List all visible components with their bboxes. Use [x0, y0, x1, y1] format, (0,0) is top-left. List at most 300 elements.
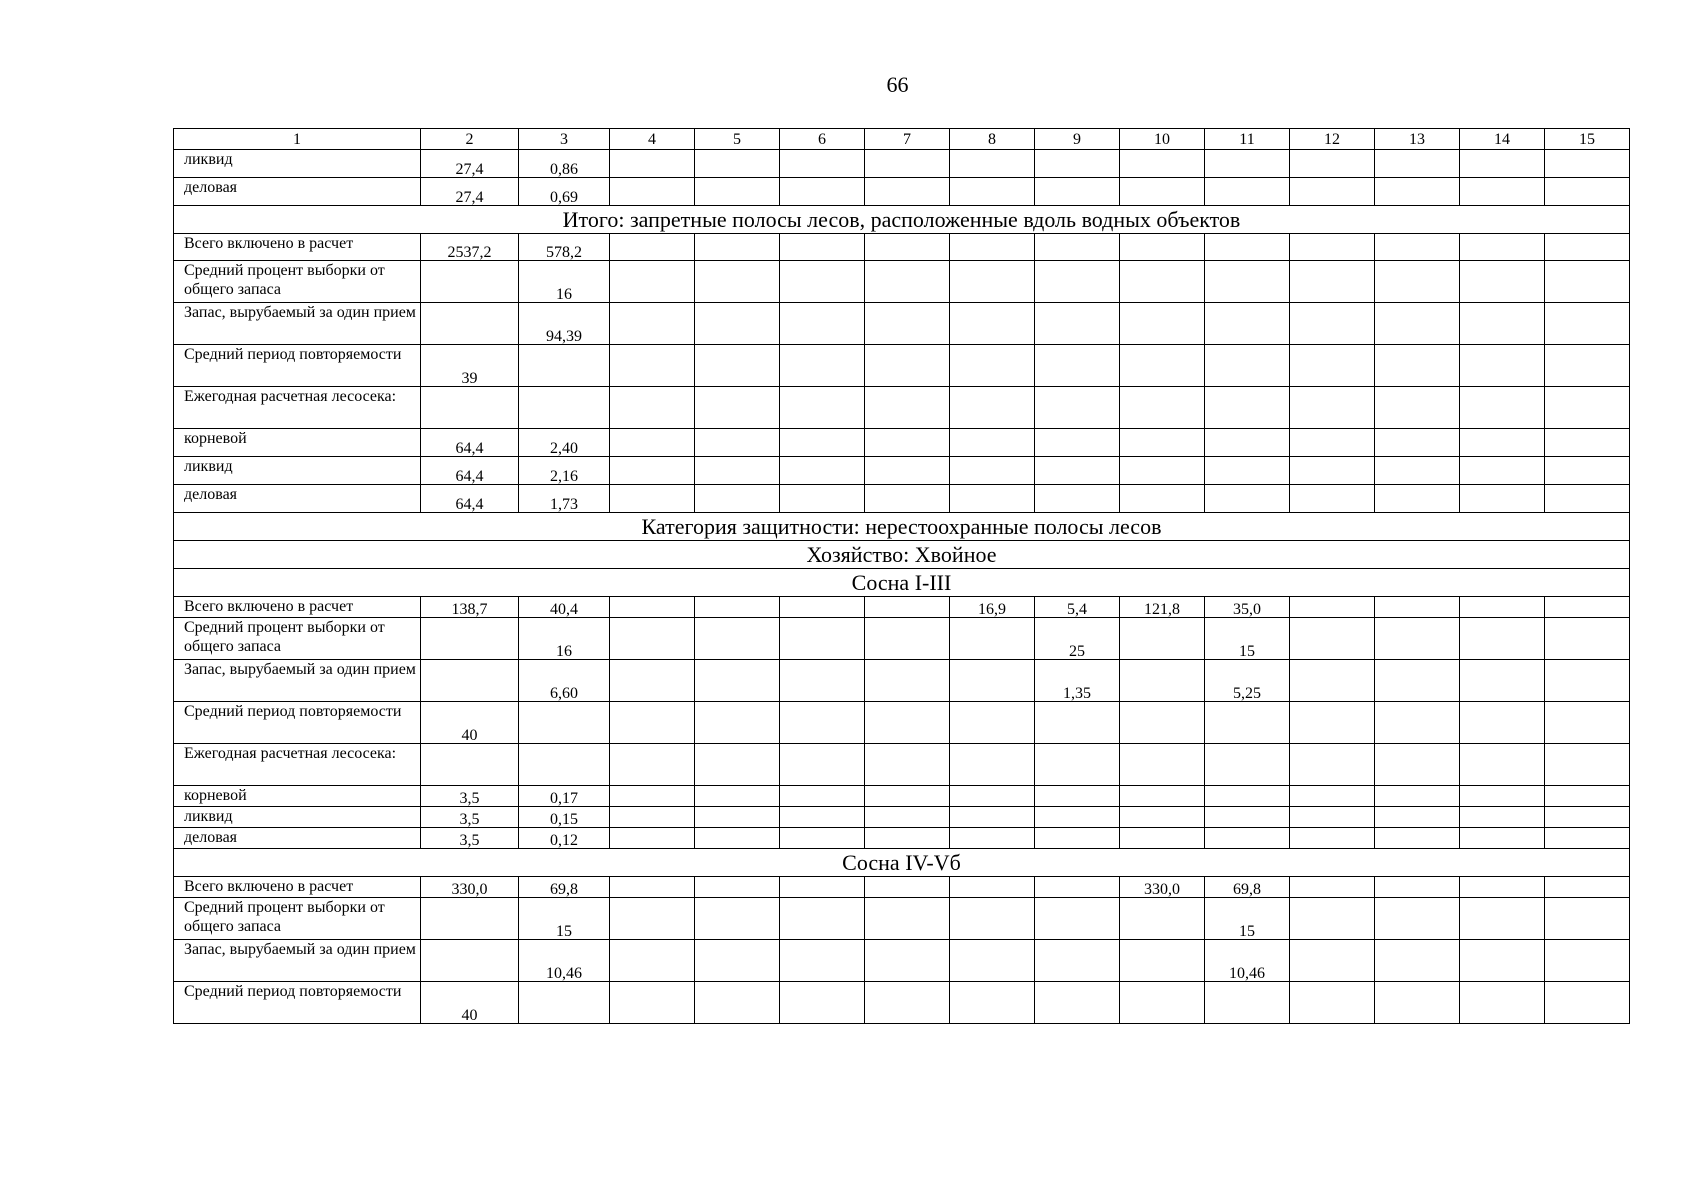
cell-col-2 — [421, 744, 519, 786]
cell-col-6 — [780, 877, 865, 898]
cell-col-8 — [950, 150, 1035, 178]
cell-col-12 — [1290, 807, 1375, 828]
table-row — [174, 982, 1630, 1024]
cell-col-5 — [695, 940, 780, 982]
cell-col-3 — [519, 786, 610, 807]
cell-col-13 — [1375, 178, 1460, 206]
row-label: Ежегодная расчетная лесосека: — [174, 387, 421, 429]
cell-col-8 — [950, 877, 1035, 898]
cell-col-11 — [1205, 828, 1290, 849]
cell-value: 64,4 — [455, 440, 484, 457]
column-header-13: 13 — [1375, 129, 1460, 150]
table-row — [174, 618, 1630, 660]
cell-col-14 — [1460, 429, 1545, 457]
cell-col-4 — [610, 660, 695, 702]
cell-col-10 — [1120, 807, 1205, 828]
cell-col-15 — [1545, 618, 1630, 660]
cell-col-13 — [1375, 702, 1460, 744]
cell-value: 39 — [461, 370, 478, 387]
cell-value: 69,8 — [1233, 881, 1261, 898]
cell-col-10 — [1120, 786, 1205, 807]
cell-col-10 — [1120, 150, 1205, 178]
column-header-14: 14 — [1460, 129, 1545, 150]
cell-col-5 — [695, 178, 780, 206]
cell-col-15 — [1545, 387, 1630, 429]
cell-col-13 — [1375, 345, 1460, 387]
cell-col-13 — [1375, 660, 1460, 702]
row-label: Средний процент выборки от общего запаса — [174, 618, 421, 660]
cell-col-7 — [865, 660, 950, 702]
cell-col-7 — [865, 150, 950, 178]
cell-col-14 — [1460, 828, 1545, 849]
cell-col-4 — [610, 982, 695, 1024]
cell-col-4 — [610, 234, 695, 261]
cell-col-7 — [865, 597, 950, 618]
cell-col-14 — [1460, 303, 1545, 345]
cell-col-10 — [1120, 597, 1205, 618]
cell-value: 3,5 — [459, 832, 480, 849]
cell-col-15 — [1545, 261, 1630, 303]
cell-col-11 — [1205, 597, 1290, 618]
cell-col-10 — [1120, 982, 1205, 1024]
cell-col-5 — [695, 877, 780, 898]
cell-col-7 — [865, 702, 950, 744]
cell-col-4 — [610, 345, 695, 387]
cell-col-5 — [695, 597, 780, 618]
cell-col-11 — [1205, 457, 1290, 485]
cell-col-8 — [950, 940, 1035, 982]
cell-col-11 — [1205, 261, 1290, 303]
cell-col-13 — [1375, 877, 1460, 898]
cell-value: 64,4 — [455, 468, 484, 485]
cell-col-10 — [1120, 940, 1205, 982]
cell-col-5 — [695, 303, 780, 345]
cell-col-9 — [1035, 345, 1120, 387]
cell-col-2 — [421, 234, 519, 261]
cell-col-5 — [695, 744, 780, 786]
cell-col-13 — [1375, 429, 1460, 457]
cell-col-12 — [1290, 877, 1375, 898]
row-label: ликвид — [174, 457, 421, 485]
cell-col-11 — [1205, 234, 1290, 261]
cell-col-8 — [950, 345, 1035, 387]
table-row — [174, 828, 1630, 849]
cell-col-11 — [1205, 387, 1290, 429]
cell-col-15 — [1545, 429, 1630, 457]
cell-col-12 — [1290, 178, 1375, 206]
cell-col-9 — [1035, 150, 1120, 178]
cell-col-4 — [610, 828, 695, 849]
row-label: ликвид — [174, 150, 421, 178]
cell-col-6 — [780, 660, 865, 702]
cell-value: 2537,2 — [447, 244, 492, 261]
cell-col-15 — [1545, 786, 1630, 807]
cell-value: 0,69 — [550, 189, 578, 206]
cell-col-7 — [865, 618, 950, 660]
cell-value: 40 — [461, 727, 478, 744]
cell-col-14 — [1460, 940, 1545, 982]
table-row — [174, 702, 1630, 744]
cell-col-10 — [1120, 457, 1205, 485]
cell-col-11 — [1205, 485, 1290, 513]
table-row — [174, 261, 1630, 303]
cell-value: 6,60 — [550, 685, 578, 702]
cell-col-3 — [519, 303, 610, 345]
column-header-15: 15 — [1545, 129, 1630, 150]
cell-col-14 — [1460, 178, 1545, 206]
cell-col-9 — [1035, 660, 1120, 702]
cell-value: 0,15 — [550, 811, 578, 828]
cell-col-3 — [519, 618, 610, 660]
cell-col-14 — [1460, 345, 1545, 387]
section-title: Сосна IV-Vб — [174, 849, 1630, 877]
cell-col-6 — [780, 387, 865, 429]
cell-col-8 — [950, 234, 1035, 261]
cell-value: 16,9 — [978, 601, 1006, 618]
cell-col-6 — [780, 898, 865, 940]
cell-col-4 — [610, 387, 695, 429]
cell-col-2 — [421, 429, 519, 457]
cell-col-9 — [1035, 877, 1120, 898]
cell-col-12 — [1290, 485, 1375, 513]
table-row — [174, 345, 1630, 387]
column-header-10: 10 — [1120, 129, 1205, 150]
section-header-row — [174, 206, 1630, 234]
cell-col-15 — [1545, 234, 1630, 261]
cell-col-11 — [1205, 618, 1290, 660]
cell-col-4 — [610, 457, 695, 485]
cell-col-14 — [1460, 702, 1545, 744]
cell-col-7 — [865, 429, 950, 457]
column-number-header — [174, 129, 1630, 150]
cell-col-5 — [695, 618, 780, 660]
column-header-9: 9 — [1035, 129, 1120, 150]
page-number: 66 — [886, 72, 909, 97]
cell-col-3 — [519, 898, 610, 940]
column-header-3: 3 — [519, 129, 610, 150]
cell-col-6 — [780, 457, 865, 485]
cell-col-6 — [780, 702, 865, 744]
cell-value: 578,2 — [546, 244, 582, 261]
table-row — [174, 387, 1630, 429]
cell-col-3 — [519, 345, 610, 387]
cell-col-15 — [1545, 940, 1630, 982]
cell-col-4 — [610, 429, 695, 457]
cell-col-8 — [950, 303, 1035, 345]
cell-col-13 — [1375, 261, 1460, 303]
cell-value: 69,8 — [550, 881, 578, 898]
cell-col-5 — [695, 898, 780, 940]
section-header-row — [174, 513, 1630, 541]
cell-value: 0,17 — [550, 790, 578, 807]
cell-col-11 — [1205, 303, 1290, 345]
cell-col-11 — [1205, 702, 1290, 744]
cell-col-2 — [421, 178, 519, 206]
table-row — [174, 786, 1630, 807]
cell-col-4 — [610, 940, 695, 982]
cell-col-4 — [610, 150, 695, 178]
cell-col-12 — [1290, 150, 1375, 178]
cell-col-7 — [865, 485, 950, 513]
cell-col-3 — [519, 234, 610, 261]
cell-col-11 — [1205, 150, 1290, 178]
cell-col-12 — [1290, 234, 1375, 261]
cell-col-14 — [1460, 234, 1545, 261]
cell-value: 94,39 — [546, 328, 582, 345]
cell-col-3 — [519, 387, 610, 429]
cell-col-10 — [1120, 429, 1205, 457]
cell-col-8 — [950, 429, 1035, 457]
cell-col-2 — [421, 982, 519, 1024]
row-label: Запас, вырубаемый за один прием — [174, 303, 421, 345]
section-header-row — [174, 849, 1630, 877]
cell-col-13 — [1375, 303, 1460, 345]
cell-col-3 — [519, 702, 610, 744]
cell-col-9 — [1035, 178, 1120, 206]
table-row — [174, 234, 1630, 261]
cell-col-2 — [421, 786, 519, 807]
cell-value: 16 — [556, 643, 572, 660]
row-label: Запас, вырубаемый за один прием — [174, 940, 421, 982]
cell-value: 25 — [1069, 643, 1085, 660]
row-label: Средний период повторяемости — [174, 982, 421, 1024]
cell-value: 27,4 — [455, 161, 484, 178]
cell-col-11 — [1205, 982, 1290, 1024]
cell-col-5 — [695, 702, 780, 744]
cell-col-12 — [1290, 744, 1375, 786]
cell-col-5 — [695, 485, 780, 513]
cell-col-9 — [1035, 261, 1120, 303]
cell-col-6 — [780, 807, 865, 828]
cell-col-13 — [1375, 807, 1460, 828]
cell-col-8 — [950, 261, 1035, 303]
table-row — [174, 178, 1630, 206]
cell-value: 1,35 — [1063, 685, 1091, 702]
cell-value: 5,4 — [1067, 601, 1087, 618]
cell-col-5 — [695, 660, 780, 702]
cell-col-6 — [780, 234, 865, 261]
cell-col-13 — [1375, 898, 1460, 940]
section-header-row — [174, 569, 1630, 597]
table-row — [174, 807, 1630, 828]
cell-col-10 — [1120, 702, 1205, 744]
cell-col-11 — [1205, 660, 1290, 702]
cell-col-6 — [780, 261, 865, 303]
table-row — [174, 877, 1630, 898]
section-title: Сосна I-III — [174, 569, 1630, 597]
cell-col-12 — [1290, 786, 1375, 807]
cell-col-7 — [865, 940, 950, 982]
cell-col-8 — [950, 660, 1035, 702]
cell-col-14 — [1460, 898, 1545, 940]
cell-col-4 — [610, 261, 695, 303]
cell-col-14 — [1460, 261, 1545, 303]
cell-col-4 — [610, 898, 695, 940]
column-header-4: 4 — [610, 129, 695, 150]
cell-col-8 — [950, 898, 1035, 940]
cell-col-4 — [610, 702, 695, 744]
cell-col-12 — [1290, 898, 1375, 940]
cell-col-3 — [519, 660, 610, 702]
cell-col-7 — [865, 828, 950, 849]
cell-col-9 — [1035, 744, 1120, 786]
cell-col-6 — [780, 597, 865, 618]
cell-value: 40,4 — [550, 601, 578, 618]
cell-col-3 — [519, 429, 610, 457]
cell-col-6 — [780, 982, 865, 1024]
cell-col-4 — [610, 178, 695, 206]
cell-col-12 — [1290, 828, 1375, 849]
cell-value: 64,4 — [455, 496, 484, 513]
cell-col-9 — [1035, 702, 1120, 744]
row-label: Всего включено в расчет — [174, 877, 421, 898]
cell-value: 1,73 — [550, 496, 578, 513]
cell-col-13 — [1375, 786, 1460, 807]
cell-col-5 — [695, 345, 780, 387]
cell-col-2 — [421, 345, 519, 387]
cell-col-15 — [1545, 178, 1630, 206]
cell-col-2 — [421, 485, 519, 513]
cell-col-4 — [610, 786, 695, 807]
cell-col-2 — [421, 261, 519, 303]
cell-col-10 — [1120, 828, 1205, 849]
cell-col-12 — [1290, 387, 1375, 429]
cell-col-10 — [1120, 387, 1205, 429]
cell-value: 27,4 — [455, 189, 484, 206]
cell-col-15 — [1545, 457, 1630, 485]
cell-col-12 — [1290, 345, 1375, 387]
section-title: Категория защитности: нерестоохранные полосы лесов — [174, 513, 1630, 541]
cell-col-8 — [950, 387, 1035, 429]
cell-col-9 — [1035, 898, 1120, 940]
cell-col-9 — [1035, 457, 1120, 485]
row-label: Средний период повторяемости — [174, 702, 421, 744]
cell-col-12 — [1290, 457, 1375, 485]
forest-cut-table — [173, 128, 1630, 1024]
cell-col-12 — [1290, 303, 1375, 345]
cell-value: 10,46 — [546, 965, 582, 982]
cell-col-2 — [421, 618, 519, 660]
cell-col-14 — [1460, 744, 1545, 786]
cell-value: 40 — [461, 1007, 478, 1024]
cell-value: 330,0 — [1144, 881, 1180, 898]
cell-col-15 — [1545, 660, 1630, 702]
cell-col-10 — [1120, 303, 1205, 345]
cell-col-9 — [1035, 387, 1120, 429]
table-row — [174, 429, 1630, 457]
table-row — [174, 485, 1630, 513]
cell-col-15 — [1545, 744, 1630, 786]
cell-col-6 — [780, 150, 865, 178]
cell-col-7 — [865, 345, 950, 387]
cell-col-6 — [780, 345, 865, 387]
cell-col-13 — [1375, 618, 1460, 660]
cell-value: 15 — [1239, 923, 1255, 940]
cell-col-8 — [950, 618, 1035, 660]
cell-col-3 — [519, 178, 610, 206]
cell-col-5 — [695, 828, 780, 849]
cell-col-4 — [610, 303, 695, 345]
cell-col-11 — [1205, 877, 1290, 898]
cell-col-7 — [865, 457, 950, 485]
cell-col-7 — [865, 261, 950, 303]
row-label: Всего включено в расчет — [174, 597, 421, 618]
cell-col-11 — [1205, 786, 1290, 807]
cell-col-15 — [1545, 877, 1630, 898]
cell-col-2 — [421, 660, 519, 702]
cell-col-3 — [519, 485, 610, 513]
row-label: деловая — [174, 485, 421, 513]
cell-col-5 — [695, 150, 780, 178]
cell-col-14 — [1460, 877, 1545, 898]
cell-value: 138,7 — [451, 601, 488, 618]
cell-col-13 — [1375, 457, 1460, 485]
cell-col-10 — [1120, 345, 1205, 387]
row-label: Запас, вырубаемый за один прием — [174, 660, 421, 702]
cell-col-4 — [610, 618, 695, 660]
cell-col-2 — [421, 940, 519, 982]
table-row — [174, 457, 1630, 485]
cell-col-15 — [1545, 303, 1630, 345]
cell-col-9 — [1035, 786, 1120, 807]
cell-col-10 — [1120, 485, 1205, 513]
cell-col-13 — [1375, 150, 1460, 178]
cell-col-9 — [1035, 828, 1120, 849]
cell-value: 0,86 — [550, 161, 578, 178]
table-row — [174, 898, 1630, 940]
cell-col-13 — [1375, 387, 1460, 429]
table-row — [174, 150, 1630, 178]
cell-col-3 — [519, 807, 610, 828]
cell-col-5 — [695, 261, 780, 303]
cell-col-7 — [865, 303, 950, 345]
cell-value: 2,16 — [550, 468, 578, 485]
row-label: деловая — [174, 178, 421, 206]
cell-value: 16 — [556, 286, 572, 303]
cell-col-10 — [1120, 898, 1205, 940]
section-header-row — [174, 541, 1630, 569]
cell-col-13 — [1375, 982, 1460, 1024]
cell-col-12 — [1290, 618, 1375, 660]
cell-value: 35,0 — [1233, 601, 1261, 618]
cell-col-6 — [780, 618, 865, 660]
cell-col-8 — [950, 982, 1035, 1024]
cell-value: 3,5 — [459, 790, 480, 807]
cell-col-12 — [1290, 982, 1375, 1024]
cell-value: 10,46 — [1229, 965, 1265, 982]
cell-col-9 — [1035, 618, 1120, 660]
cell-col-4 — [610, 744, 695, 786]
cell-value: 3,5 — [459, 811, 480, 828]
cell-col-9 — [1035, 234, 1120, 261]
cell-col-5 — [695, 457, 780, 485]
cell-col-5 — [695, 786, 780, 807]
cell-col-2 — [421, 702, 519, 744]
cell-col-2 — [421, 150, 519, 178]
cell-col-7 — [865, 877, 950, 898]
cell-col-4 — [610, 877, 695, 898]
row-label: ликвид — [174, 807, 421, 828]
cell-col-3 — [519, 261, 610, 303]
cell-col-3 — [519, 982, 610, 1024]
cell-col-12 — [1290, 702, 1375, 744]
cell-col-14 — [1460, 786, 1545, 807]
cell-col-9 — [1035, 940, 1120, 982]
cell-value: 5,25 — [1233, 685, 1261, 702]
cell-col-11 — [1205, 807, 1290, 828]
cell-col-3 — [519, 744, 610, 786]
cell-col-15 — [1545, 345, 1630, 387]
